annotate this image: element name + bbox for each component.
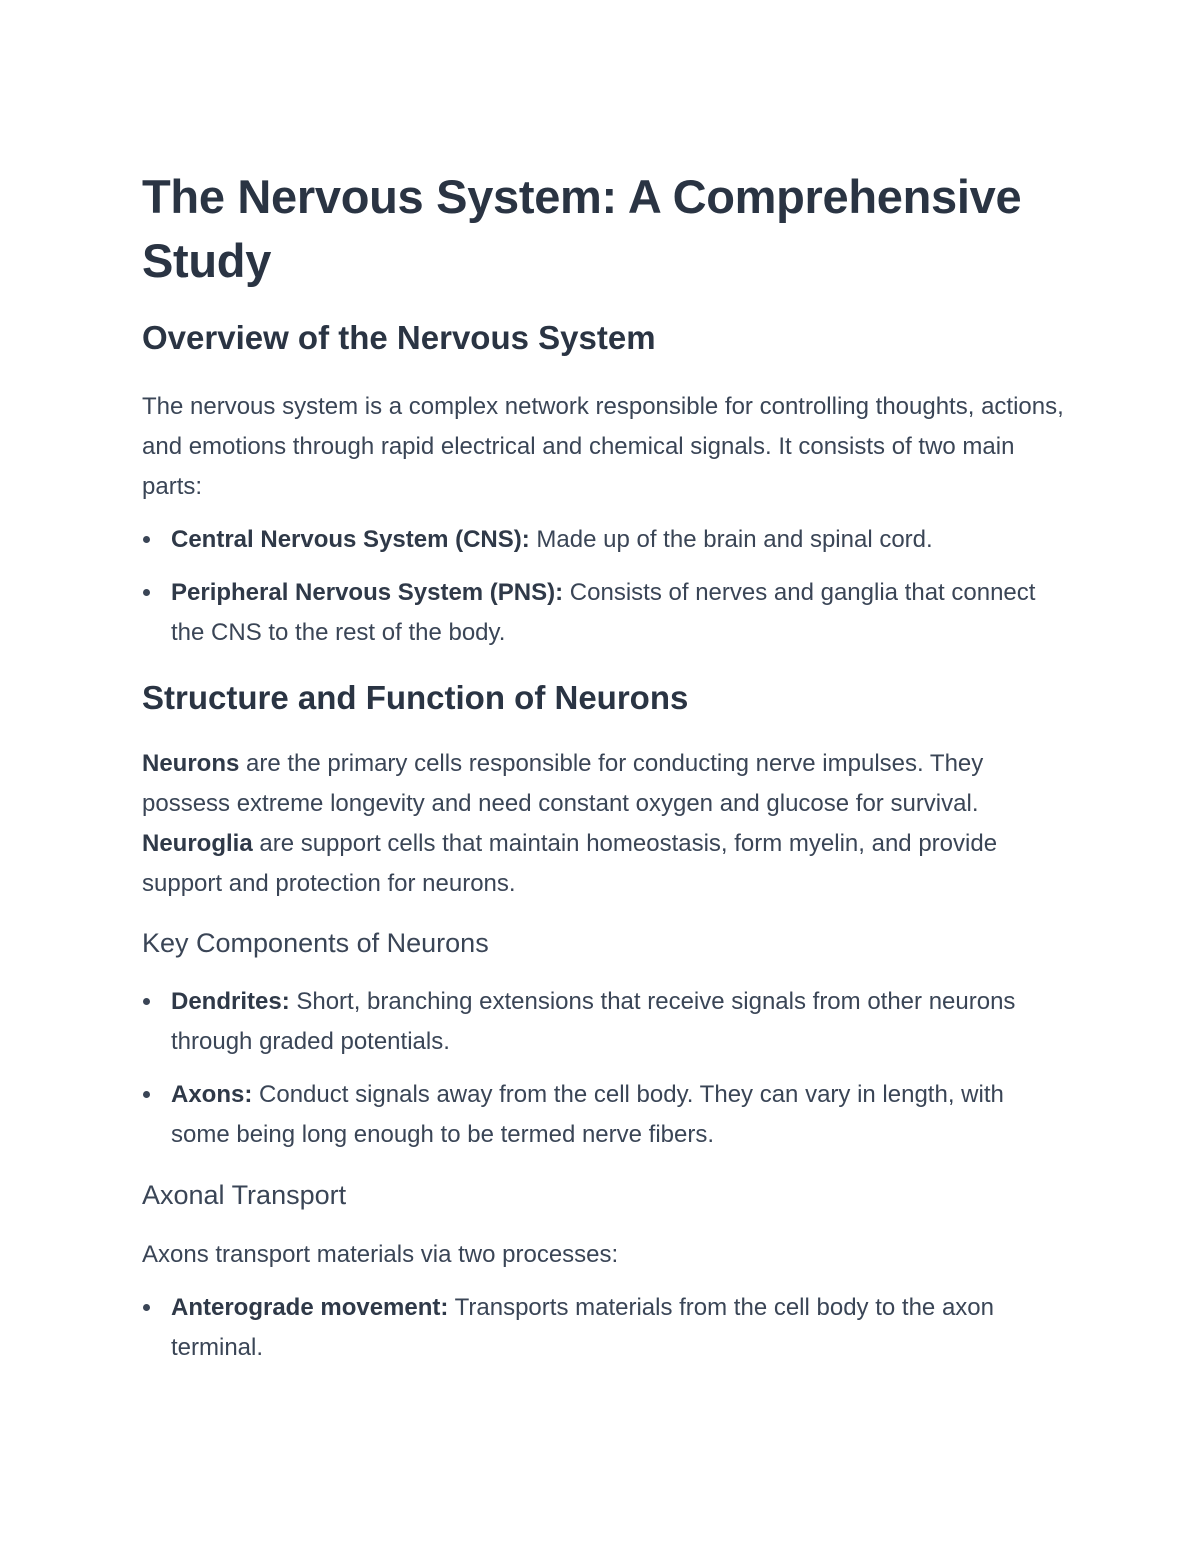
list-item-term: Peripheral Nervous System (PNS): bbox=[171, 579, 564, 606]
list-item bbox=[142, 1288, 1067, 1368]
document-page bbox=[142, 165, 1067, 1368]
list-item-term: Anterograde movement: bbox=[171, 1294, 449, 1321]
axonal-transport-paragraph: Axons transport materials via two processes: bbox=[142, 1241, 619, 1268]
neurons-text: are the primary cells responsible for conducting nerve impulses. They possess extreme longevity and need constant oxygen and glucose for survival. bbox=[142, 750, 984, 817]
section-heading-structure: Structure and Function of Neurons bbox=[142, 679, 689, 716]
list-item-text: Conduct signals away from the cell body. They can vary in length, with some being long enough to be termed nerve fibers. bbox=[171, 1081, 1004, 1148]
bullet-icon bbox=[143, 998, 150, 1005]
overview-paragraph: The nervous system is a complex network responsible for controlling thoughts, actions, and emotions through rapid electrical and chemical signals. It consists of two main parts: bbox=[142, 393, 1064, 500]
list-item-text: Transports materials from the cell body to the axon terminal. bbox=[171, 1294, 994, 1361]
bullet-icon bbox=[143, 589, 150, 596]
subsection-heading-key-components: Key Components of Neurons bbox=[142, 928, 489, 958]
list-item bbox=[142, 1075, 1067, 1155]
list-item-text: Made up of the brain and spinal cord. bbox=[529, 526, 933, 553]
neurons-term: Neurons bbox=[142, 750, 240, 777]
neuroglia-term: Neuroglia bbox=[142, 830, 253, 857]
bullet-icon bbox=[143, 1304, 150, 1311]
list-item bbox=[142, 573, 1067, 653]
list-item-term: Axons: bbox=[171, 1081, 253, 1108]
neuroglia-text: are support cells that maintain homeostasis, form myelin, and provide support and protection for neurons. bbox=[142, 830, 998, 897]
subsection-heading-axonal-transport: Axonal Transport bbox=[142, 1180, 347, 1210]
list-item-text: Consists of nerves and ganglia that connect the CNS to the rest of the body. bbox=[171, 579, 1036, 646]
list-item bbox=[142, 520, 1067, 560]
list-item-term: Central Nervous System (CNS): bbox=[171, 526, 530, 553]
axonal-transport-list bbox=[142, 1288, 1067, 1368]
bullet-icon bbox=[143, 1091, 150, 1098]
overview-list bbox=[142, 520, 1067, 653]
list-item-term: Dendrites: bbox=[171, 988, 290, 1015]
neurons-paragraph bbox=[142, 744, 1067, 904]
bullet-icon bbox=[143, 536, 150, 543]
list-item-text: Short, branching extensions that receive signals from other neurons through graded potentials. bbox=[171, 988, 1016, 1055]
list-item bbox=[142, 982, 1067, 1062]
section-heading-overview: Overview of the Nervous System bbox=[142, 319, 656, 356]
page-title: The Nervous System: A Comprehensive Study bbox=[142, 170, 1022, 287]
key-components-list bbox=[142, 982, 1067, 1155]
